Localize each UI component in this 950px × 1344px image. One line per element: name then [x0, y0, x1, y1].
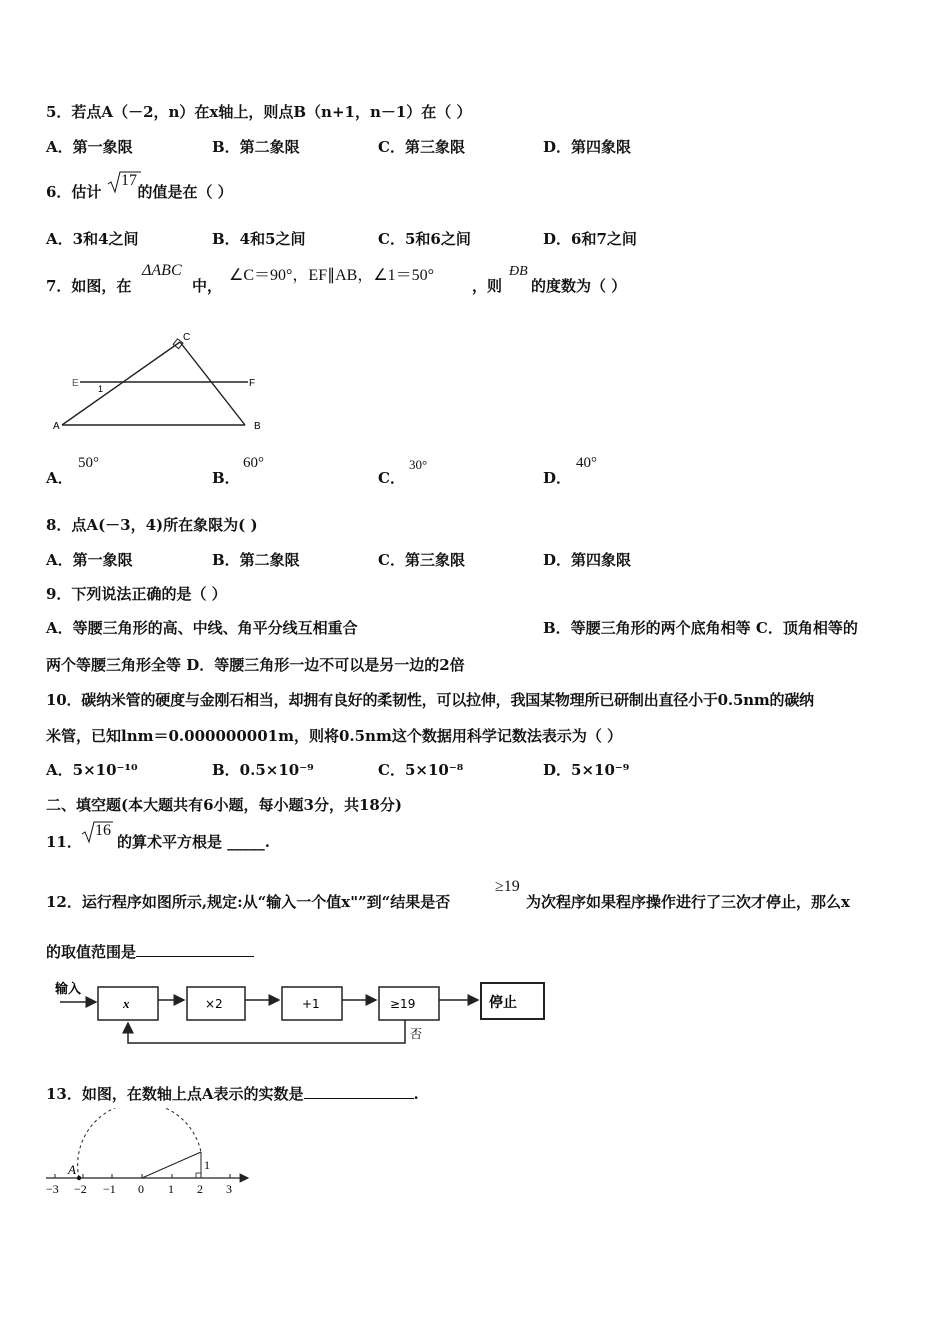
q5-option-d[interactable]: D．第四象限 [543, 138, 632, 156]
q12-condition: ≥19 [495, 878, 520, 895]
q13-end: . [413, 1085, 419, 1103]
segment-cb [180, 342, 245, 425]
q5-stem: 5．若点A（－2，n）在x轴上，则点B（n+1，n－1）在（ ） [46, 103, 472, 121]
flow-box-times2-label: ×2 [205, 997, 223, 1011]
point-a-label: A [68, 1162, 76, 1177]
q5-option-b[interactable]: B．第二象限 [212, 138, 300, 156]
q9-option-a[interactable]: A．等腰三角形的高、中线、角平分线互相重合 [46, 619, 358, 637]
flow-box-plus1-label: +1 [302, 997, 320, 1011]
q7-prefix: 7．如图，在 [46, 277, 132, 295]
tick-label-neg2: −2 [74, 1182, 87, 1196]
q12-answer-blank[interactable] [136, 942, 254, 957]
label-f: F [249, 378, 256, 389]
point-a-dot [77, 1176, 81, 1180]
q12-line1b: 为次程序如果程序操作进行了三次才停止，那么x [526, 893, 850, 911]
q11-radicand: 16 [95, 822, 111, 839]
q7-suffix: 的度数为（ ） [531, 277, 627, 295]
q6-suffix: 的值是在（ ） [137, 183, 233, 201]
q10-line1: 10．碳纳米管的硬度与金刚石相当，却拥有良好的柔韧性，可以拉伸，我国某物理所已研制出直径小于0.5nm的碳纳 [46, 691, 814, 709]
label-angle-1: 1 [98, 384, 104, 394]
q13-number-line [42, 1108, 257, 1200]
flow-box-stop-label: 停止 [489, 995, 517, 1011]
right-angle-mark [196, 1173, 201, 1178]
q6-option-a[interactable]: A．3和4之间 [46, 230, 139, 248]
q5-option-c[interactable]: C．第三象限 [378, 138, 465, 156]
segment-ac [62, 342, 180, 425]
q7-comma: ，则 [472, 277, 503, 295]
q7-option-b-letter[interactable]: B． [212, 469, 240, 487]
q12-line1a: 12．运行程序如图所示,规定:从“输入一个值x"”到“结果是否 [46, 893, 451, 911]
q7-option-d-letter[interactable]: D． [543, 469, 572, 487]
q6-option-c[interactable]: C．5和6之间 [378, 230, 471, 248]
q7-option-c-value: 30° [409, 457, 428, 472]
label-b: B [254, 421, 261, 432]
flow-loop-back [128, 1020, 405, 1043]
tick-label-1: 1 [168, 1182, 174, 1196]
tick-label-0: 0 [138, 1182, 144, 1196]
q7-mid: 中， [192, 277, 223, 295]
flow-no-label: 否 [410, 1027, 423, 1041]
q7-conditions: ∠C＝90°，EF∥AB，∠1＝50° [229, 267, 435, 284]
q13-answer-blank[interactable] [304, 1084, 414, 1099]
q8-option-b[interactable]: B．第二象限 [212, 551, 300, 569]
q11-prefix: 11． [46, 833, 82, 851]
flow-box-condition-label: ≥19 [390, 997, 416, 1011]
label-a: A [53, 421, 60, 432]
q12-flowchart [50, 975, 560, 1050]
q7-triangle-figure [50, 328, 270, 438]
flow-input-label: 输入 [55, 982, 82, 997]
label-e: E [72, 378, 79, 389]
q8-option-d[interactable]: D．第四象限 [543, 551, 632, 569]
section-2-heading: 二、填空题(本大题共有6小题，每小题3分，共18分) [46, 796, 402, 814]
tick-label-neg1: −1 [103, 1182, 116, 1196]
q6-option-d[interactable]: D．6和7之间 [543, 230, 637, 248]
compass-arc [78, 1108, 201, 1178]
q9-line2[interactable]: 两个等腰三角形全等 D．等腰三角形一边不可以是另一边的2倍 [46, 656, 465, 674]
q7-angle-b: ÐB [509, 264, 528, 279]
q7-option-c-letter[interactable]: C． [378, 469, 405, 487]
q13-text: 13．如图，在数轴上点A表示的实数是 [46, 1085, 304, 1103]
q13-stem [46, 1084, 419, 1104]
q8-option-a[interactable]: A．第一象限 [46, 551, 133, 569]
tick-label-3: 3 [226, 1182, 232, 1196]
tick-label-2: 2 [197, 1182, 203, 1196]
q7-triangle: ΔABC [142, 262, 182, 279]
q5-option-a[interactable]: A．第一象限 [46, 138, 133, 156]
q7-option-a-value: 50° [78, 455, 99, 471]
q12-line2 [46, 942, 254, 962]
q8-stem: 8．点A(－3，4)所在象限为( ) [46, 516, 258, 534]
q12-line2-text: 的取值范围是 [46, 943, 137, 961]
q6-radicand: 17 [121, 172, 137, 189]
q7-option-a-letter[interactable]: A． [46, 469, 73, 487]
q6-prefix: 6．估计 [46, 183, 102, 201]
q7-option-b-value: 60° [243, 455, 264, 471]
q10-option-a[interactable]: A．5×10⁻¹⁰ [46, 761, 138, 779]
q10-option-b[interactable]: B．0.5×10⁻⁹ [212, 761, 314, 779]
q9-option-b-c[interactable]: B．等腰三角形的两个底角相等 C．顶角相等的 [543, 619, 858, 637]
label-c: C [183, 332, 191, 343]
q11-suffix[interactable]: 的算术平方根是 _____. [117, 833, 270, 851]
q9-stem: 9．下列说法正确的是（ ） [46, 585, 227, 603]
q10-line2: 米管，已知lnm＝0.000000001m，则将0.5nm这个数据用科学记数法表示为（ ） [46, 727, 623, 745]
q6-option-b[interactable]: B．4和5之间 [212, 230, 306, 248]
tick-label-neg3: −3 [46, 1182, 59, 1196]
q8-option-c[interactable]: C．第三象限 [378, 551, 465, 569]
flow-box-x-label: x [123, 996, 130, 1011]
q10-option-c[interactable]: C．5×10⁻⁸ [378, 761, 464, 779]
q10-option-d[interactable]: D．5×10⁻⁹ [543, 761, 630, 779]
q7-option-d-value: 40° [576, 455, 597, 471]
height-label: 1 [204, 1158, 210, 1172]
